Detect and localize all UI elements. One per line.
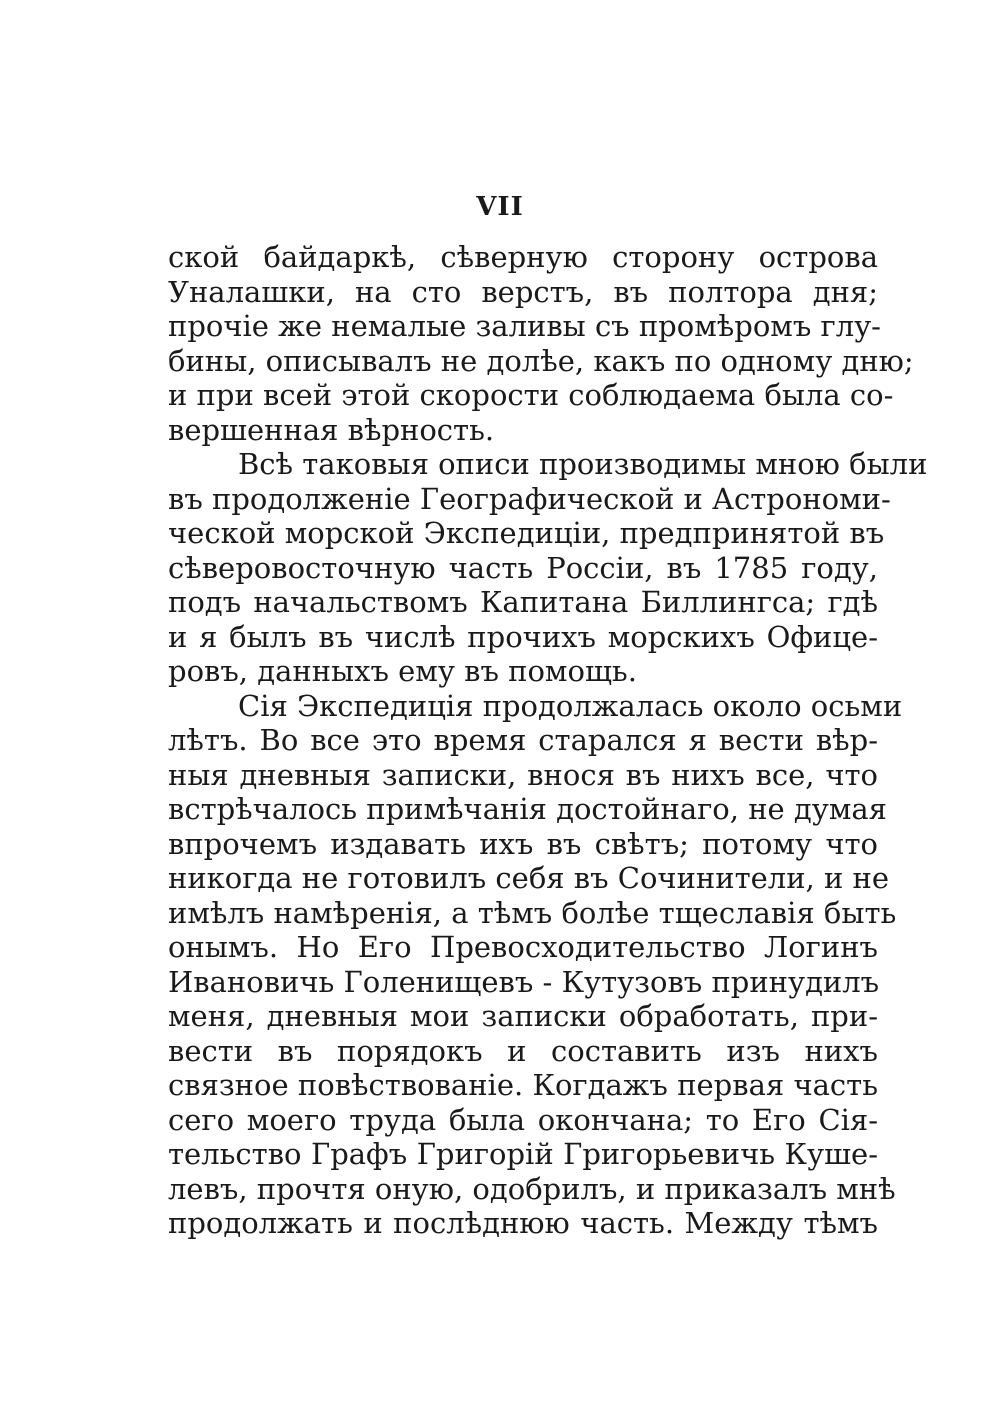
text-line: сѣверовосточную часть Россіи, въ 1785 году, bbox=[168, 550, 878, 585]
text-line: левъ, прочтя оную, одобрилъ, и приказалъ мнѣ bbox=[168, 1171, 896, 1206]
text-line: связное повѣствованіе. Когдажъ первая часть bbox=[168, 1068, 878, 1102]
text-line: впрочемъ издавать ихъ въ свѣтъ; потому что bbox=[168, 826, 878, 861]
text-line: никогда не готовилъ себя въ Сочинители, и не bbox=[168, 861, 890, 895]
text-line: Ивановичь Голенищевъ - Кутузовъ принудилъ bbox=[168, 964, 880, 999]
text-line: прочіе же немалые заливы съ промѣромъ глу- bbox=[168, 309, 881, 343]
text-line: ческой морской Экспедиціи, предпринятой въ bbox=[168, 516, 885, 550]
text-line: Всѣ таковыя описи производимы мною были bbox=[238, 447, 928, 481]
text-line: и при всей этой скорости соблюдаема была со- bbox=[168, 378, 894, 412]
text-line: ровъ, данныхъ ему въ помощь. bbox=[168, 654, 637, 688]
text-line: въ продолженіе Географической и Астрономи- bbox=[168, 481, 891, 516]
text-line: тельство Графъ Григорій Григорьевичь Куше- bbox=[168, 1137, 878, 1171]
text-line: Сія Экспедиція продолжалась около осьми bbox=[238, 688, 903, 723]
text-line: Уналашки, на сто верстъ, въ полтора дня; bbox=[168, 274, 878, 309]
text-line: меня, дневныя мои записки обработать, при- bbox=[168, 999, 878, 1033]
text-line: вершенная вѣрность. bbox=[168, 412, 495, 447]
text-line: продолжать и послѣднюю часть. Между тѣмъ bbox=[168, 1206, 878, 1240]
body-text bbox=[168, 240, 928, 1241]
text-line: имѣлъ намѣренія, а тѣмъ болѣе тщеславія быть bbox=[168, 895, 897, 930]
text-line: встрѣчалось примѣчанія достойнаго, не думая bbox=[168, 792, 887, 826]
text-line: бины, описывалъ не долѣе, какъ по одному дню; bbox=[168, 343, 914, 378]
text-line: сего моего труда была окончана; то Его Сія- bbox=[168, 1102, 878, 1137]
text-line: ныя дневныя записки, внося въ нихъ все, что bbox=[168, 757, 878, 792]
text-line: подъ начальствомъ Капитана Биллингса; гдѣ bbox=[168, 585, 878, 619]
text-line: вести въ порядокъ и составить изъ нихъ bbox=[168, 1033, 878, 1068]
text-line: онымъ. Но Его Превосходительство Логинъ bbox=[168, 930, 878, 964]
text-line: ской байдаркѣ, сѣверную сторону острова bbox=[168, 240, 878, 274]
text-line: лѣтъ. Во все это время старался я вести вѣр- bbox=[168, 723, 878, 757]
text-line: и я былъ въ числѣ прочихъ морскихъ Офице- bbox=[168, 619, 878, 654]
page-number: VII bbox=[476, 192, 524, 222]
